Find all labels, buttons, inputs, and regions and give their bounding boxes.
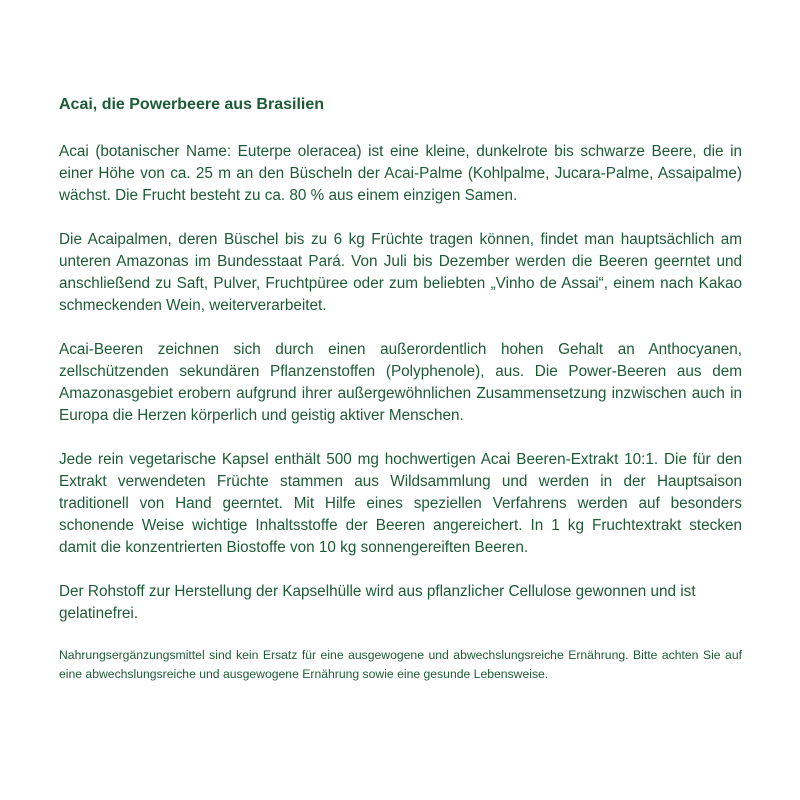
- paragraph-ingredients: Acai-Beeren zeichnen sich durch einen außerordentlich hohen Gehalt an Anthocyanen, zellschützenden sekundären Pflanzenstoffen (Polyphenole), aus. Die Power-Beeren aus dem Amazonasgebiet erobern aufgrund ihrer außergewöhnlichen Zusammensetzung inzwischen auch in Europa die Herzen körperlich und geistig aktiver Menschen.: [59, 341, 742, 424]
- paragraph-capsule-extract: Jede rein vegetarische Kapsel enthält 500 mg hochwertigen Acai Beeren-Extrakt 10:1. Die für den Extrakt verwendeten Früchte stammen aus Wildsammlung und werden in der Hauptsaison traditionell von Hand geerntet. Mit Hilfe eines speziellen Verfahrens werden auf besonders schonende Weise wichtige Inhaltsstoffe der Beeren angereichert. In 1 kg Fruchtextrakt stecken damit die konzentrierten Biostoffe von 10 kg sonnengereiften Beeren.: [59, 451, 742, 556]
- paragraph-capsule-shell: Der Rohstoff zur Herstellung der Kapselhülle wird aus pflanzlicher Cellulose gewonnen und ist gelatinefrei.: [59, 583, 696, 622]
- paragraph-harvest: Die Acaipalmen, deren Büschel bis zu 6 kg Früchte tragen können, findet man hauptsächlich am unteren Amazonas im Bundesstaat Pará. Von Juli bis Dezember werden die Beeren geerntet und anschließend zu Saft, Pulver, Fruchtpüree oder zum beliebten „Vinho de Assai“, einem nach Kakao schmeckenden Wein, weiterverarbeitet.: [59, 231, 742, 314]
- disclaimer: Nahrungsergänzungsmittel sind kein Ersatz für eine ausgewogene und abwechslungsreiche Ernährung. Bitte achten Sie auf eine abwechslungsreiche und ausgewogene Ernährung sowie eine gesunde Lebensweise.: [59, 648, 742, 681]
- paragraph-botany: Acai (botanischer Name: Euterpe oleracea) ist eine kleine, dunkelrote bis schwarze Beere, die in einer Höhe von ca. 25 m an den Büscheln der Acai-Palme (Kohlpalme, Jucara-Palme, Assaipalme) wächst. Die Frucht besteht zu ca. 80 % aus einem einzigen Samen.: [59, 143, 742, 204]
- product-description: [59, 94, 742, 684]
- page-title: Acai, die Powerbeere aus Brasilien: [59, 96, 325, 113]
